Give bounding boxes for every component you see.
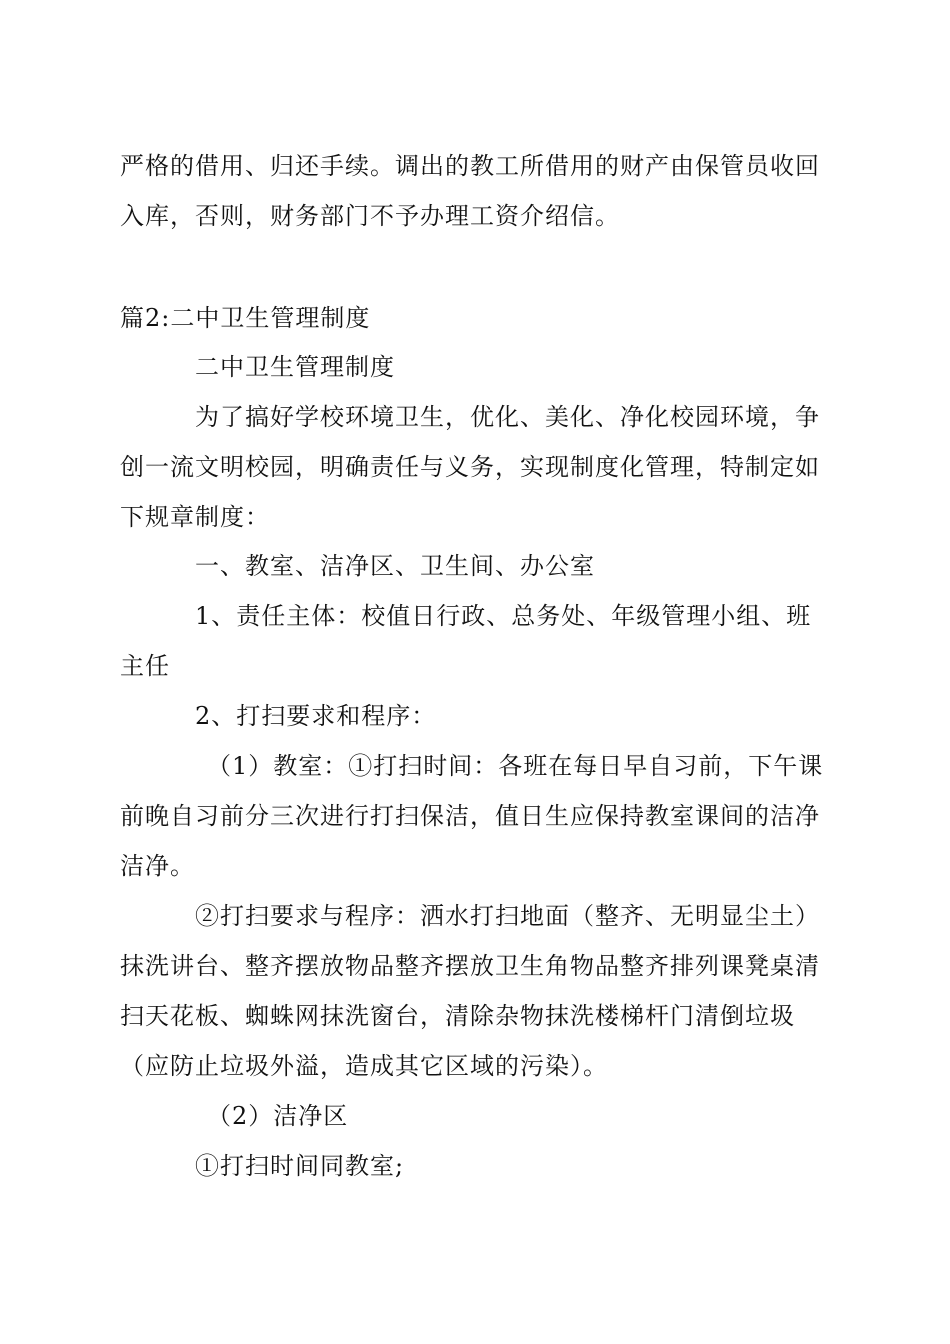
text-line: 前晚自习前分三次进行打扫保洁，值日生应保持教室课间的洁净 <box>120 802 820 830</box>
text-line: （1）教室：①打扫时间：各班在每日早自习前，下午课 <box>207 752 824 780</box>
subheading: 一、教室、洁净区、卫生间、办公室 <box>195 552 595 580</box>
section-heading: 篇2:二中卫生管理制度 <box>120 304 371 332</box>
text-line: ①打扫时间同教室; <box>195 1152 405 1180</box>
text-line: 下规章制度： <box>120 503 270 531</box>
text-line: （应防止垃圾外溢，造成其它区域的污染）。 <box>120 1052 608 1080</box>
text-line: 严格的借用、归还手续。调出的教工所借用的财产由保管员收回 <box>120 152 820 180</box>
text-line: 主任 <box>120 652 170 680</box>
text-line: 抹洗讲台、整齐摆放物品整齐摆放卫生角物品整齐排列课凳桌清 <box>120 952 820 980</box>
text-line: 扫天花板、蜘蛛网抹洗窗台，清除杂物抹洗楼梯杆门清倒垃圾 <box>120 1002 795 1030</box>
document-title: 二中卫生管理制度 <box>195 353 395 381</box>
text-line: 1、责任主体：校值日行政、总务处、年级管理小组、班 <box>195 602 812 630</box>
text-line: 创一流文明校园，明确责任与义务，实现制度化管理，特制定如 <box>120 453 820 481</box>
text-line: ②打扫要求与程序：洒水打扫地面（整齐、无明显尘土） <box>195 902 820 930</box>
subheading: （2）洁净区 <box>207 1102 349 1130</box>
text-line: 入库，否则，财务部门不予办理工资介绍信。 <box>120 202 620 230</box>
text-line: 2、打扫要求和程序： <box>195 702 437 730</box>
text-line: 洁净。 <box>120 852 195 880</box>
text-line: 为了搞好学校环境卫生，优化、美化、净化校园环境，争 <box>195 403 820 431</box>
